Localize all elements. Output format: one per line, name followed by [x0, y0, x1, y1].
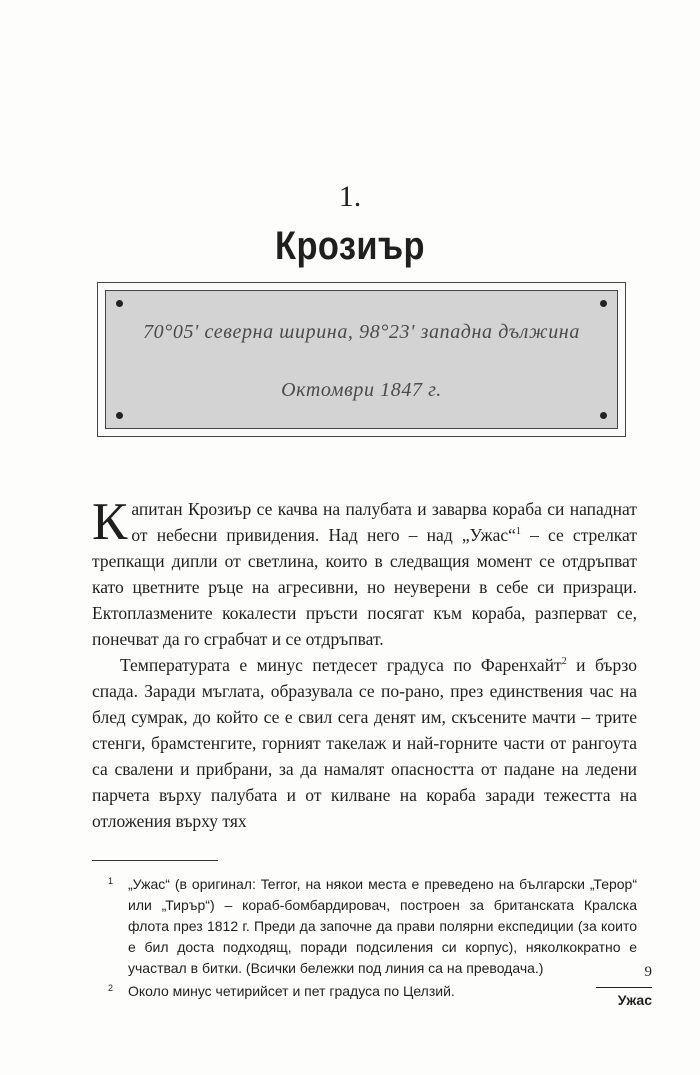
footnote-ref-2[interactable]: 2 [561, 656, 567, 668]
footnote-marker: 1 [108, 876, 114, 886]
chapter-number: 1. [338, 180, 362, 213]
running-head-rule [596, 987, 652, 988]
ornament-dot-icon [600, 300, 607, 307]
paragraph-2-text-a: Температурата е минус петдесет градуса по Фаренхайт [120, 655, 562, 675]
footnote-text: Около минус четирийсет и пет градуса по Целзий. [128, 983, 455, 999]
paragraph-1-text-b: – се стрелкат трепкащи дипли от светлина, които в следващия момент се отдръпват като цветните ръце на агресивни, но неуверени в себе си призраци. Ектоплазмените кокалести пръсти посягат към кораба, разперват се, понечват да го сграбчат и се отдръпват. [92, 525, 637, 649]
footnotes [92, 874, 637, 1004]
ornament-dot-icon [600, 412, 607, 419]
epigraph-coordinates: 70°05' северна ширина, 98°23' западна дължина [143, 321, 580, 343]
running-head: Ужас [617, 992, 652, 1008]
paragraph-2-text-b: и бързо спада. Заради мъглата, образувала се по-рано, през единствения час на блед сумрак, до който се е свил сега денят им, скъсените мачти – трите стенги, брамстенгите, горният такелаж и най-горните части от рангоута са свалени и прибрани, за да намалят опасността от падане на ледени парчета върху палубата и от килване на кораба заради тежестта на отложения върху тях [92, 655, 637, 831]
footnote-text: „Ужас“ (в оригинал: Terror, на някои места е преведено на български „Терор“ или „Тирър“) – кораб-бомбардировач, построен за британската Кралска флота през 1812 г. Преди да започне да прави полярни експедиции (за които е бил доста подходящ, поради подсиления си корпус), няколкократно е участвал в битки. (Всички бележки под линия са на преводача.) [128, 876, 637, 976]
footnote-1 [92, 874, 637, 979]
epigraph-plaque [97, 282, 626, 437]
page-number: 9 [644, 964, 652, 980]
footnote-divider [92, 860, 218, 861]
footnote-ref-1[interactable]: 1 [515, 526, 521, 538]
footnote-2 [92, 981, 637, 1002]
ornament-dot-icon [116, 412, 123, 419]
paragraph-1 [92, 493, 637, 652]
chapter-title: Крозиър [275, 224, 425, 268]
epigraph-plaque-inner [105, 290, 618, 429]
body-text [92, 493, 637, 834]
paragraph-2 [92, 652, 637, 834]
drop-cap: К [92, 493, 128, 551]
epigraph-date: Октомври 1847 г. [281, 379, 442, 401]
footnote-marker: 2 [108, 983, 114, 993]
ornament-dot-icon [116, 300, 123, 307]
paragraph-1-text-a: апитан Крозиър се качва на палубата и заварва кораба си нападнат от небесни привидения. Над него – над „Ужас“ [131, 499, 637, 545]
